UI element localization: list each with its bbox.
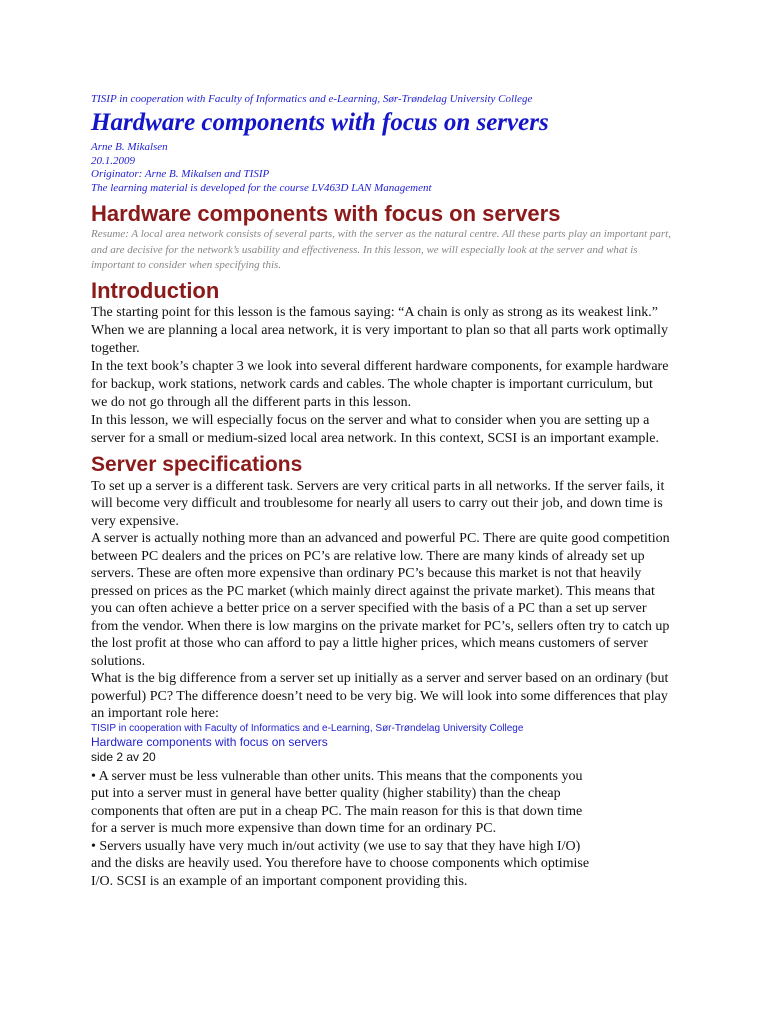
page-footer-title: Hardware components with focus on servers	[91, 734, 328, 749]
originator: Originator: Arne B. Mikalsen and TISIP	[91, 168, 270, 180]
date: 20.1.2009	[91, 154, 135, 167]
resume-text: Resume: A local area network consists of several parts, with the server as the natural centre. All these parts play an important part, and are decisive for the network’s usability and effectiveness. In this lesson, we will especially look at the server and what is important to consider when specifying this.	[91, 228, 671, 271]
bullet-item-1: • A server must be less vulnerable than other units. This means that the components you put into a server must in general have better quality (higher stability) than the cheap components that often are put in a cheap PC. The main reason for this is that down time for a server is much more expensive than down time for an ordinary PC.	[91, 768, 583, 836]
specs-paragraph-1: To set up a server is a different task. Servers are very critical parts in all networks. If the server fails, it will become very difficult and troublesome for nearly all users to carry out their job, and down time is very expensive.	[91, 478, 665, 529]
bullet-item-2: • Servers usually have very much in/out activity (we use to say that they have high I/O) and the disks are heavily used. You therefore have to choose components which optimise I/O. SCSI is an example of an important component providing this.	[91, 838, 590, 889]
page-footer-institution: TISIP in cooperation with Faculty of Informatics and e-Learning, Sør-Trøndelag University College	[91, 722, 524, 734]
intro-paragraph-2: In the text book’s chapter 3 we look into several different hardware components, for example hardware for backup, work stations, network cards and cables. The whole chapter is important curriculum, but we do not go through all the different parts in this lesson.	[91, 358, 669, 410]
institution-line: TISIP in cooperation with Faculty of Informatics and e-Learning, Sør-Trøndelag University College	[91, 93, 533, 105]
intro-paragraph-3: In this lesson, we will especially focus on the server and what to consider when you are setting up a server for a small or medium-sized local area network. In this context, SCSI is an important example.	[91, 412, 660, 446]
section-heading-server-specs: Server specifications	[91, 452, 303, 476]
document-content	[91, 92, 671, 890]
document-title: Hardware components with focus on servers	[91, 109, 549, 136]
intro-paragraph-1: The starting point for this lesson is the famous saying: “A chain is only as strong as its weakest link.” When we are planning a local area network, it is very important to plan so that all parts work optimally together.	[91, 304, 668, 356]
section-heading-main: Hardware components with focus on servers	[91, 201, 561, 226]
course-note: The learning material is developed for the course LV463D LAN Management	[91, 181, 432, 194]
section-heading-introduction: Introduction	[91, 277, 220, 303]
page-number: side 2 av 20	[91, 749, 156, 764]
specs-paragraph-2: A server is actually nothing more than an advanced and powerful PC. There are quite good competition between PC dealers and the prices on PC’s are relative low. There are many kinds of already set up servers. These are often more expensive than ordinary PC’s because this market is not that heavily pressed on prices as the PC market (which mainly direct against the private market). This means that you can often achieve a better price on a server specified with the basis of a PC than a set up server from the vendor. When there is low margins on the private market for PC’s, sellers often try to catch up the lost profit at those who can afford to pay a little higher prices, which means customers of server solutions.	[91, 531, 670, 669]
author: Arne B. Mikalsen	[91, 141, 168, 153]
specs-paragraph-3: What is the big difference from a server set up initially as a server and server based on an ordinary (but powerful) PC? The difference doesn’t need to be very big. We will look into some differences that play an important role here:	[91, 671, 669, 721]
